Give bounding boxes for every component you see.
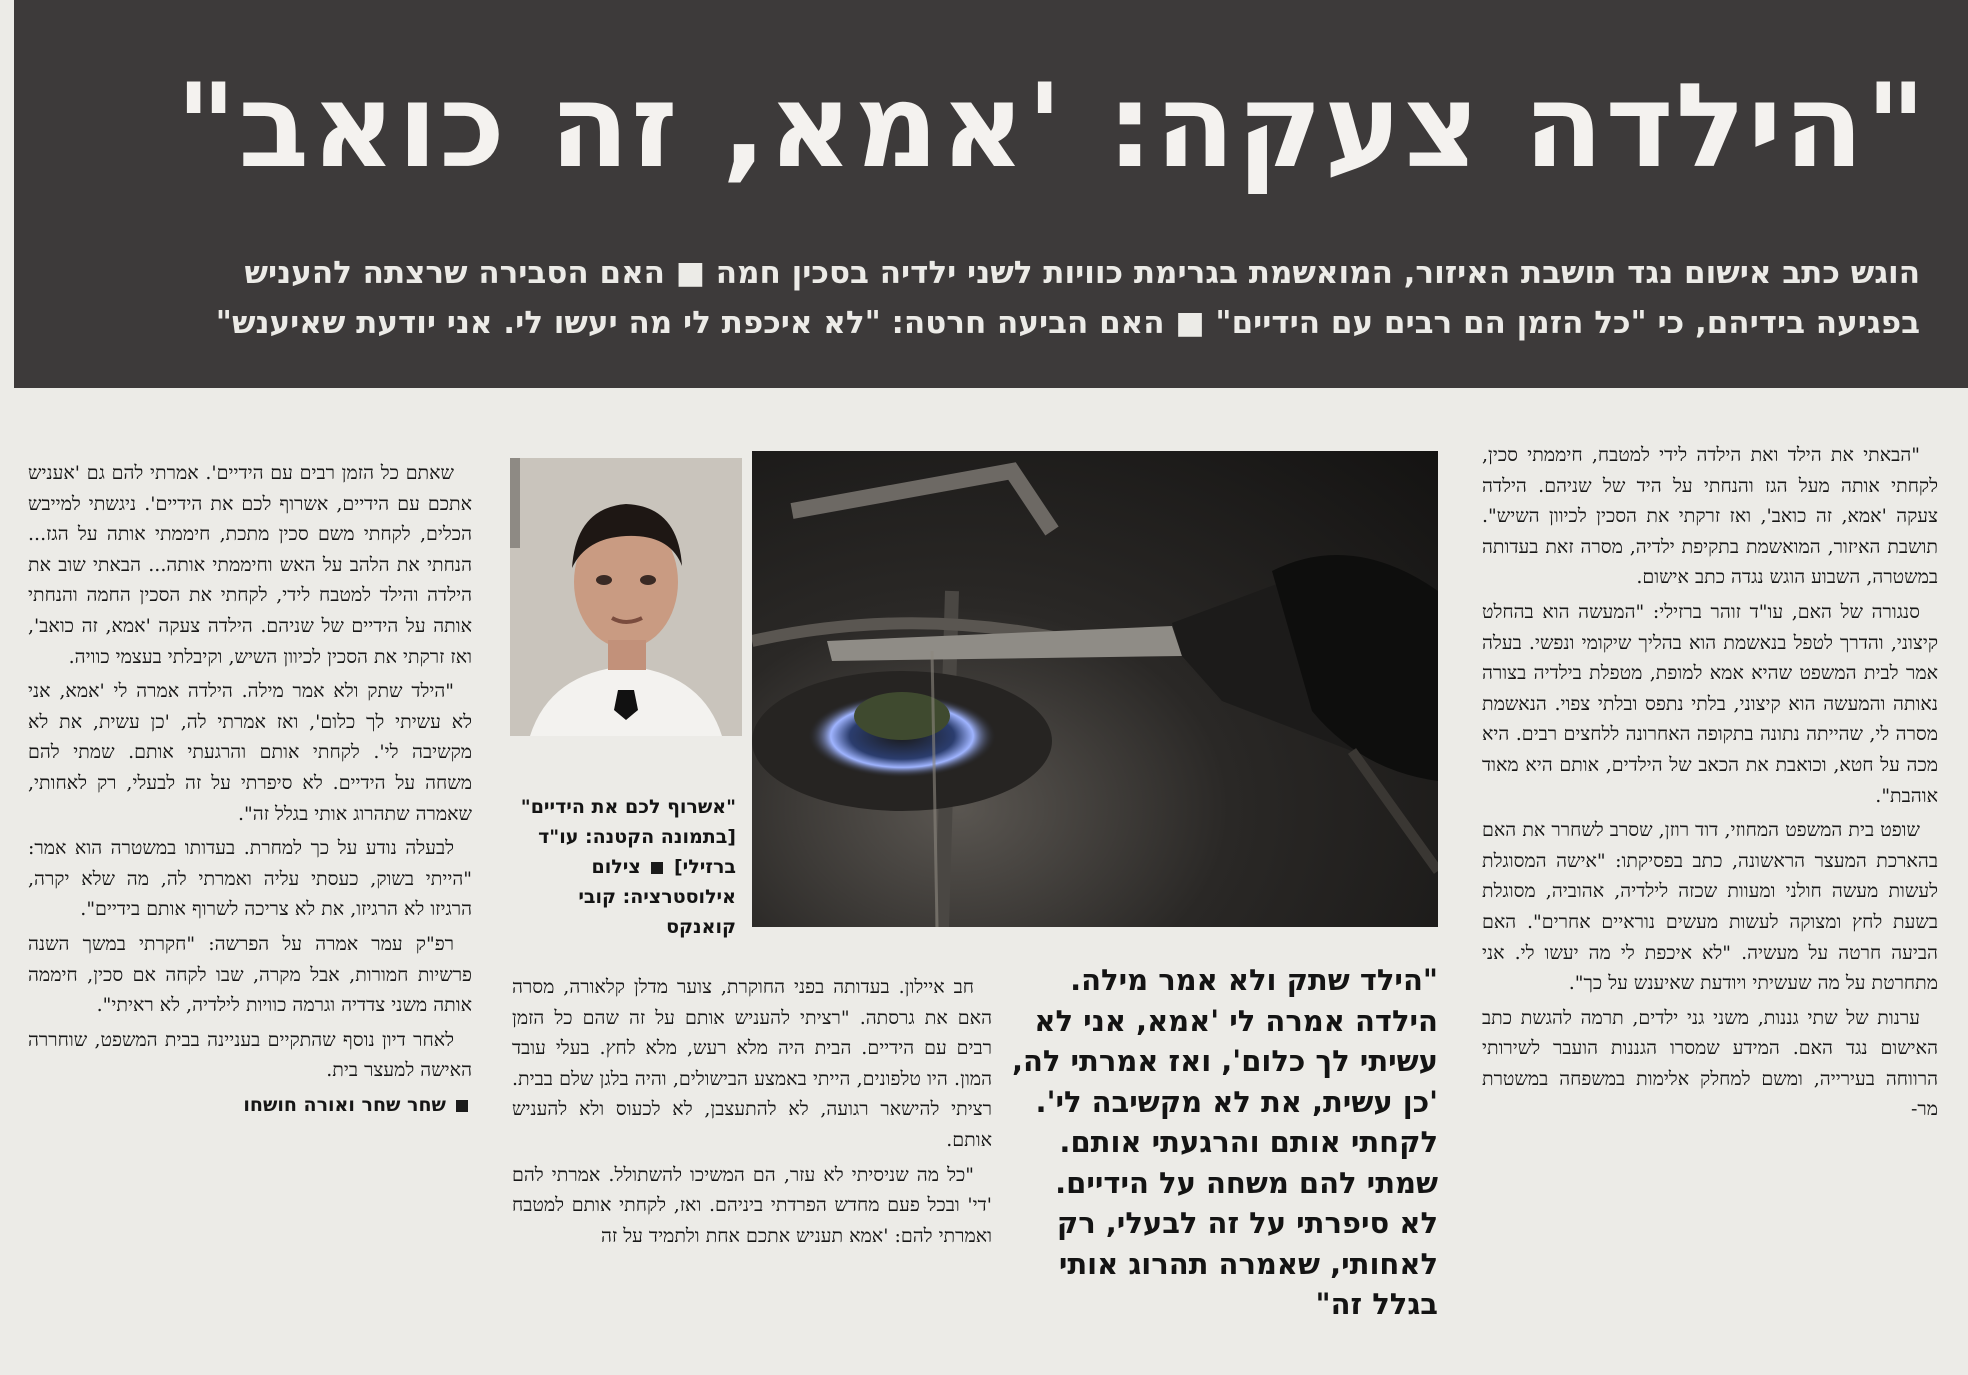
paragraph: רפ"ק עמר אמרה על הפרשה: "חקרתי במשך השנה פרשיות חמורות, אבל מקרה, שבו לקחה אם סכין, חיממה אותה משני צדדיה וגרמה כוויות לילדיה, לא ראיתי". xyxy=(28,932,472,1017)
paragraph: "כל מה שניסיתי לא עזר, הם המשיכו להשתולל. אמרתי להם 'די' ובכל פעם מחדש הפרדתי ביניהם. ואז, לקחתי אותם למטבח ואמרתי להם: 'אמא תעניש אתכם אחת ולתמיד על זה xyxy=(512,1163,992,1247)
paragraph: סנגורה של האם, עו"ד זוהר ברזילי: "המעשה הוא בהחלט קיצוני, והדרך לטפל בנאשמת הוא בהליך שיקומי ונפשי. בעלה אמר לבית המשפט שהיא אמא למופת, מטפלת בילדיה בצורה נאותה והמעשה הוא קיצוני, בלתי נתפס ובלתי צפוי. הנאשמת מסרה לי, שהייתה נתונה בתקופה האחרונה ללחצים רבים. היא מכה על חטא, וכואבת את הכאב של הילדים, אותם היא מאוד אוהבת". xyxy=(1482,600,1938,807)
article-column-3 xyxy=(512,972,992,1255)
headline-banner xyxy=(14,0,1968,388)
article-column-1 xyxy=(1482,440,1938,1129)
paragraph: לאחר דיון נוסף שהתקיים בעניינה בבית המשפט, שוחררה האישה למעצר בית. xyxy=(28,1028,472,1082)
article-column-4 xyxy=(28,458,472,1124)
portrait-photo xyxy=(510,458,742,736)
paragraph: שופט בית המשפט המחוזי, דוד רוזן, שסרב לשחרר את האם בהארכת המעצר הראשונה, כתב בפסיקתו: "אישה המסוגלת לעשות מעשה חולני ומעוות שכזה לילדיה, אהוביה, מסוגלת בשעת לחץ ומצוקה לעשות מעשים נוראיים אחרים". האם הביעה חרטה על מעשיה. "לא איכפת לי מה יעשו לי. אני מתחרטת על מה שעשיתי ויודעת שאיענש על כך". xyxy=(1482,819,1938,995)
paragraph: שאתם כל הזמן רבים עם הידיים'. אמרתי להם גם 'אעניש אתכם עם הידיים, אשרוף לכם את הידיים'. ניגשתי למייבש הכלים, לקחתי משם סכין מתכת, חיממתי אותה על הגז... הנחתי את הלהב על האש וחיממתי אותה... הבאתי שוב את הילדה והילד למטבח לידי, לקחתי את הסכין החמה והנחתי אותה על הידיים של שניהם. הילדה צעקה 'אמא, זה כואב', ואז זרקתי את הסכין לכיוון השיש, וקיבלתי בעצמי כוויה. xyxy=(28,462,472,668)
paragraph: חב איילון. בעדותה בפני החוקרת, צוער מדלן קלאורה, מסרה האם את גרסתה. "רציתי להעניש אותם על זה שהם כל הזמן רבים עם הידיים. הבית היה מלא רעש, מלא לחץ. בעלי עובד המון. היו טלפונים, הייתי באמצע הבישולים, והיה בלגן שלם בבית. רציתי להישאר רגועה, לא להתעצבן, לא לכעוס ולא להעניש אותם. xyxy=(512,976,992,1151)
subheadline xyxy=(120,248,1920,348)
paragraph: לבעלה נודע על כך למחרת. בעדותו במשטרה הוא אמר: "הייתי בשוק, כעסתי עליה ואמרתי לה, מה שלא יקרה, הרגיזו לא הרגיזו, את לא צריכה לשרוף אותם בידיים". xyxy=(28,837,472,921)
headline: "הילדה צעקה: 'אמא, זה כואב" xyxy=(175,59,1928,194)
bullet-square-icon xyxy=(651,862,663,874)
byline-line xyxy=(28,1090,472,1121)
paragraph: "הבאתי את הילד ואת הילדה לידי למטבח, חיממתי סכין, לקחתי אותה מעל הגז והנחתי על היד של שניהם. הילדה צעקה 'אמא, זה כואב', ואז זרקתי את הסכין לכיוון השיש". תושבת האיזור, המואשמת בתקיפת ילדיה, מסרה זאת בעדותה במשטרה, השבוע הוגש נגדה כתב אישום. xyxy=(1482,444,1938,589)
paragraph: ערנות של שתי גננות, משני גני ילדים, תרמה להגשת כתב האישום נגד האם. המידע שמסרו הגננות הועבר לשירותי הרווחה בעירייה, ומשם למחלק אלימות במשפחה במשטרת מר- xyxy=(1482,1006,1938,1121)
bullet-square-icon xyxy=(456,1100,468,1112)
byline: שחר שחר ואורה חושחו xyxy=(243,1093,446,1116)
subhead-line-1: הוגש כתב אישום נגד תושבת האיזור, המואשמת בגרימת כוויות לשני ילדיה בסכין חמה ■ האם הסבירה שרצתה להעניש xyxy=(244,255,1920,291)
paragraph: "הילד שתק ולא אמר מילה. הילדה אמרה לי 'אמא, אני לא עשיתי לך כלום', ואז אמרתי לה, 'כן עשית, את לא מקשיבה לי'. לקחתי אותם והרגעתי אותם. שמתי להם משחה על הידיים. לא סיפרתי על זה לבעלי, רק לאחותי, שאמרה שתהרוג אותי בגלל זה". xyxy=(28,680,472,825)
photo-caption xyxy=(512,792,736,942)
lawyer-portrait-illustration xyxy=(510,458,742,736)
photo-credit: צילום אילוסטרציה: קובי קואנקס xyxy=(578,856,736,938)
caption-quote: "אשרוף לכם את הידיים" xyxy=(520,796,736,818)
pull-quote: "הילד שתק ולא אמר מילה. הילדה אמרה לי 'אמא, אני לא עשיתי לך כלום', ואז אמרתי לה, 'כן עשית, את לא מקשיבה לי'. לקחתי אותם והרגעתי אותם. שמתי להם משחה על הידיים. לא סיפרתי על זה לבעלי, רק לאחותי, שאמרה תהרוג אותי בגלל זה" xyxy=(1011,963,1438,1321)
caption-detail: [בתמונה הקטנה: עו"ד ברזילי] xyxy=(538,826,736,878)
stove-photo xyxy=(752,451,1438,927)
subhead-line-2: בפגיעה בידיהם, כי "כל הזמן הם רבים עם הידיים" ■ האם הביעה חרטה: "לא איכפת לי מה יעשו לי. אני יודעת שאיענש" xyxy=(215,305,1920,341)
stove-knife-illustration xyxy=(752,451,1438,927)
